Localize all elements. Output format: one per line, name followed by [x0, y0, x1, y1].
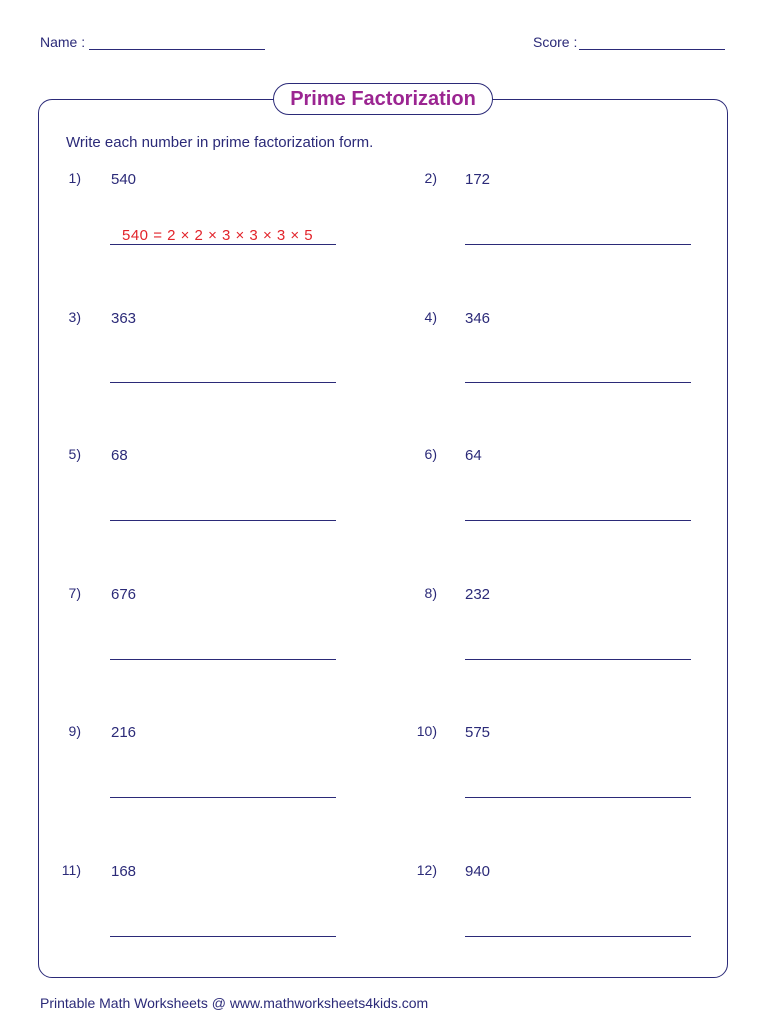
problem-value: 232: [465, 586, 491, 603]
example-answer: 540 = 2 × 2 × 3 × 3 × 3 × 5: [122, 227, 314, 244]
problem-value: 172: [465, 171, 491, 188]
problem-value: 64: [465, 447, 482, 464]
answer-line[interactable]: [465, 797, 691, 798]
name-field[interactable]: [89, 49, 265, 50]
answer-line[interactable]: [465, 244, 691, 245]
problem-number: 12): [416, 862, 437, 878]
answer-line[interactable]: [110, 520, 336, 521]
footer-text: Printable Math Worksheets @: [40, 995, 230, 1011]
worksheet-title: Prime Factorization: [273, 83, 493, 115]
problem-number: 6): [424, 446, 437, 462]
answer-line[interactable]: [465, 382, 691, 383]
instructions-text: Write each number in prime factorization form.: [66, 134, 374, 151]
problem-number: 11): [61, 862, 81, 878]
problem-value: 575: [465, 724, 491, 741]
problem-value: 540: [111, 171, 137, 188]
answer-line[interactable]: [465, 659, 691, 660]
problem-value: 363: [111, 310, 137, 327]
answer-line[interactable]: [110, 936, 336, 937]
problem-value: 168: [111, 863, 137, 880]
problem-value: 676: [111, 586, 137, 603]
answer-line[interactable]: [110, 659, 336, 660]
problem-number: 2): [424, 170, 437, 186]
answer-line[interactable]: [465, 520, 691, 521]
answer-line[interactable]: [110, 797, 336, 798]
footer: [40, 995, 428, 1011]
problem-number: 7): [68, 585, 81, 601]
score-field[interactable]: [579, 49, 725, 50]
footer-link[interactable]: www.mathworksheets4kids.com: [229, 995, 429, 1011]
answer-line[interactable]: [465, 936, 691, 937]
problem-number: 3): [68, 309, 81, 325]
score-label: Score :: [533, 34, 578, 50]
problem-number: 5): [68, 446, 81, 462]
problem-value: 346: [465, 310, 491, 327]
problem-value: 940: [465, 863, 491, 880]
problem-number: 8): [424, 585, 437, 601]
problem-number: 10): [416, 723, 437, 739]
problem-value: 216: [111, 724, 137, 741]
name-label: Name :: [40, 34, 86, 50]
problem-value: 68: [111, 447, 128, 464]
answer-line[interactable]: [110, 244, 336, 245]
problem-number: 1): [68, 170, 81, 186]
answer-line[interactable]: [110, 382, 336, 383]
problem-number: 9): [68, 723, 81, 739]
problem-number: 4): [424, 309, 437, 325]
